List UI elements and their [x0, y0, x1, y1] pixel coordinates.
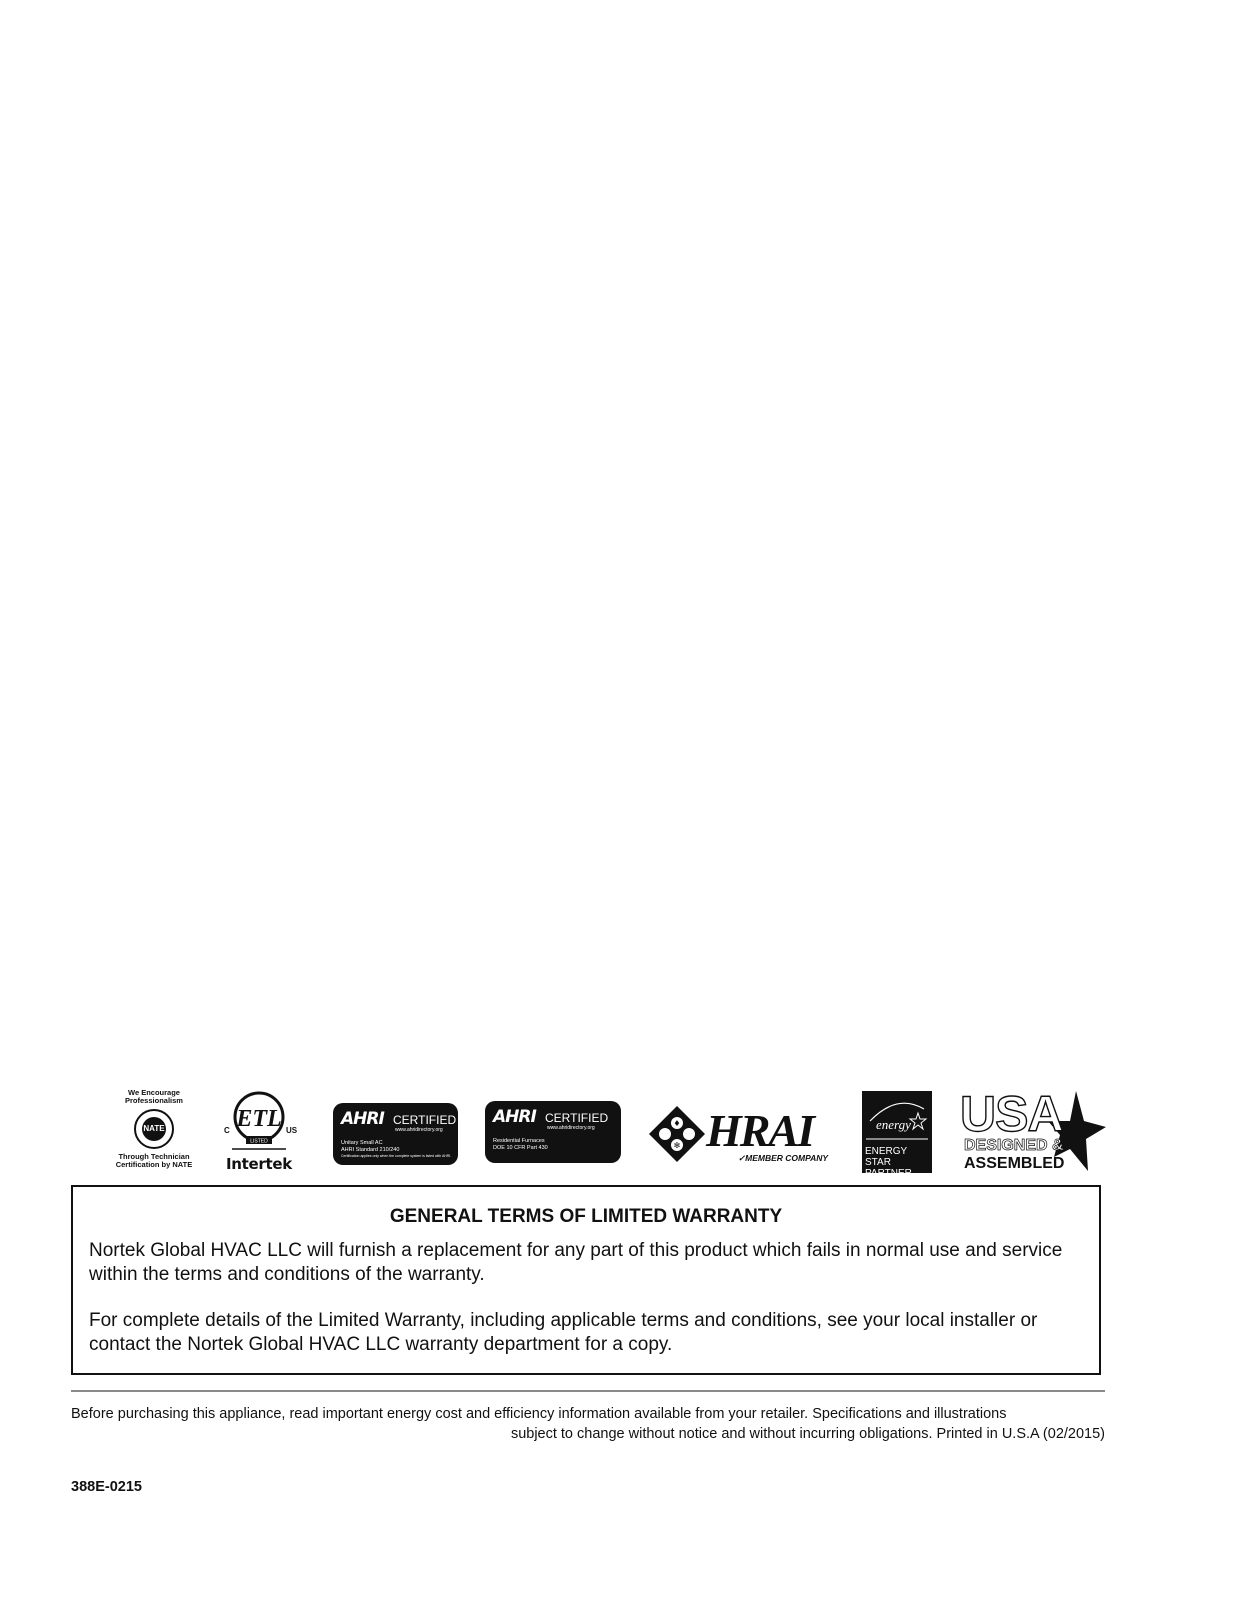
ahri-brand: AHRI	[341, 1109, 384, 1129]
document-code: 388E-0215	[71, 1479, 142, 1495]
disclaimer	[71, 1404, 1105, 1444]
nate-bottom-line-2: Certification by NATE	[115, 1160, 193, 1169]
nate-top-line-2: Professionalism	[125, 1096, 183, 1105]
svg-text:✻: ✻	[673, 1141, 681, 1150]
disclaimer-line-2: subject to change without notice and without incurring obligations. Printed in U.S.A (02/2015)	[510, 1426, 1105, 1442]
ahri-standard-line-2: AHRI Standard 210/240	[341, 1146, 400, 1153]
usa-text: USA	[960, 1086, 1063, 1142]
nate-top-line-1: We Encourage	[128, 1088, 180, 1097]
etl-mark-text: ETL	[236, 1106, 282, 1132]
hrai-word: HRAI	[706, 1105, 814, 1156]
ahri-site: www.ahridirectory.org	[547, 1125, 595, 1131]
designed-text: DESIGNED &	[964, 1137, 1064, 1154]
energy-star-caption-line-2: PARTNER	[865, 1168, 912, 1179]
ahri-site: www.ahridirectory.org	[395, 1127, 443, 1133]
certification-logos	[0, 1085, 1237, 1185]
ahri-certified-label: CERTIFIED	[545, 1111, 609, 1125]
intertek-text: Intertek	[226, 1155, 292, 1173]
ahri-standard-line-1: Residential Furnaces	[493, 1138, 545, 1144]
etl-intertek-logo	[218, 1089, 300, 1175]
energy-star-logo	[862, 1091, 932, 1179]
nate-logo	[108, 1089, 200, 1175]
ahri-fine-print: Certification applies only when the complete system is listed with AHRI.	[341, 1154, 452, 1158]
warranty-paragraph-1: Nortek Global HVAC LLC will furnish a replacement for any part of this product which fails in normal use and service within the terms and conditions of the warranty.	[89, 1240, 1063, 1285]
divider	[71, 1390, 1105, 1392]
usa-designed-assembled-logo	[958, 1086, 1108, 1177]
warranty-paragraph-2: For complete details of the Limited Warranty, including applicable terms and conditions, see your local installer or contact the Nortek Global HVAC LLC warranty department for a copy.	[89, 1310, 1038, 1355]
assembled-text: ASSEMBLED	[964, 1155, 1065, 1172]
energy-star-caption-line-1: ENERGY STAR	[865, 1146, 908, 1168]
nate-badge-text: NATE	[142, 1117, 166, 1141]
energy-script-text: energy	[876, 1117, 911, 1132]
nate-bottom-line-1: Through Technician	[118, 1152, 190, 1161]
hrai-diamond-icon	[646, 1103, 708, 1169]
warranty-box	[71, 1185, 1101, 1375]
svg-text:♦: ♦	[673, 1119, 681, 1128]
nate-badge-icon	[134, 1109, 174, 1149]
energy-star-icon	[862, 1091, 932, 1143]
etl-us-mark: US	[286, 1126, 298, 1135]
etl-circle-icon	[218, 1089, 300, 1155]
etl-listed-text: LISTED	[250, 1138, 268, 1145]
disclaimer-line-1: Before purchasing this appliance, read important energy cost and efficiency information available from your retailer. Specifications and illustrations	[71, 1406, 1007, 1422]
ahri-brand: AHRI	[493, 1107, 536, 1127]
ahri-certified-logo-furnace	[485, 1101, 621, 1163]
ahri-certified-logo-ac	[333, 1103, 458, 1165]
warranty-title: GENERAL TERMS OF LIMITED WARRANTY	[389, 1206, 783, 1227]
ahri-standard	[493, 1138, 613, 1151]
ahri-standard-line-2: DOE 10 CFR Part 430	[493, 1144, 548, 1151]
ahri-standard	[341, 1140, 461, 1153]
hrai-member-text: ✓MEMBER COMPANY	[738, 1153, 829, 1163]
ahri-standard-line-1: Unitary Small AC	[341, 1140, 383, 1146]
ahri-certified-label: CERTIFIED	[393, 1113, 457, 1127]
hrai-logo	[646, 1103, 836, 1169]
energy-star-caption	[865, 1146, 932, 1179]
etl-c-mark: C	[224, 1126, 230, 1135]
